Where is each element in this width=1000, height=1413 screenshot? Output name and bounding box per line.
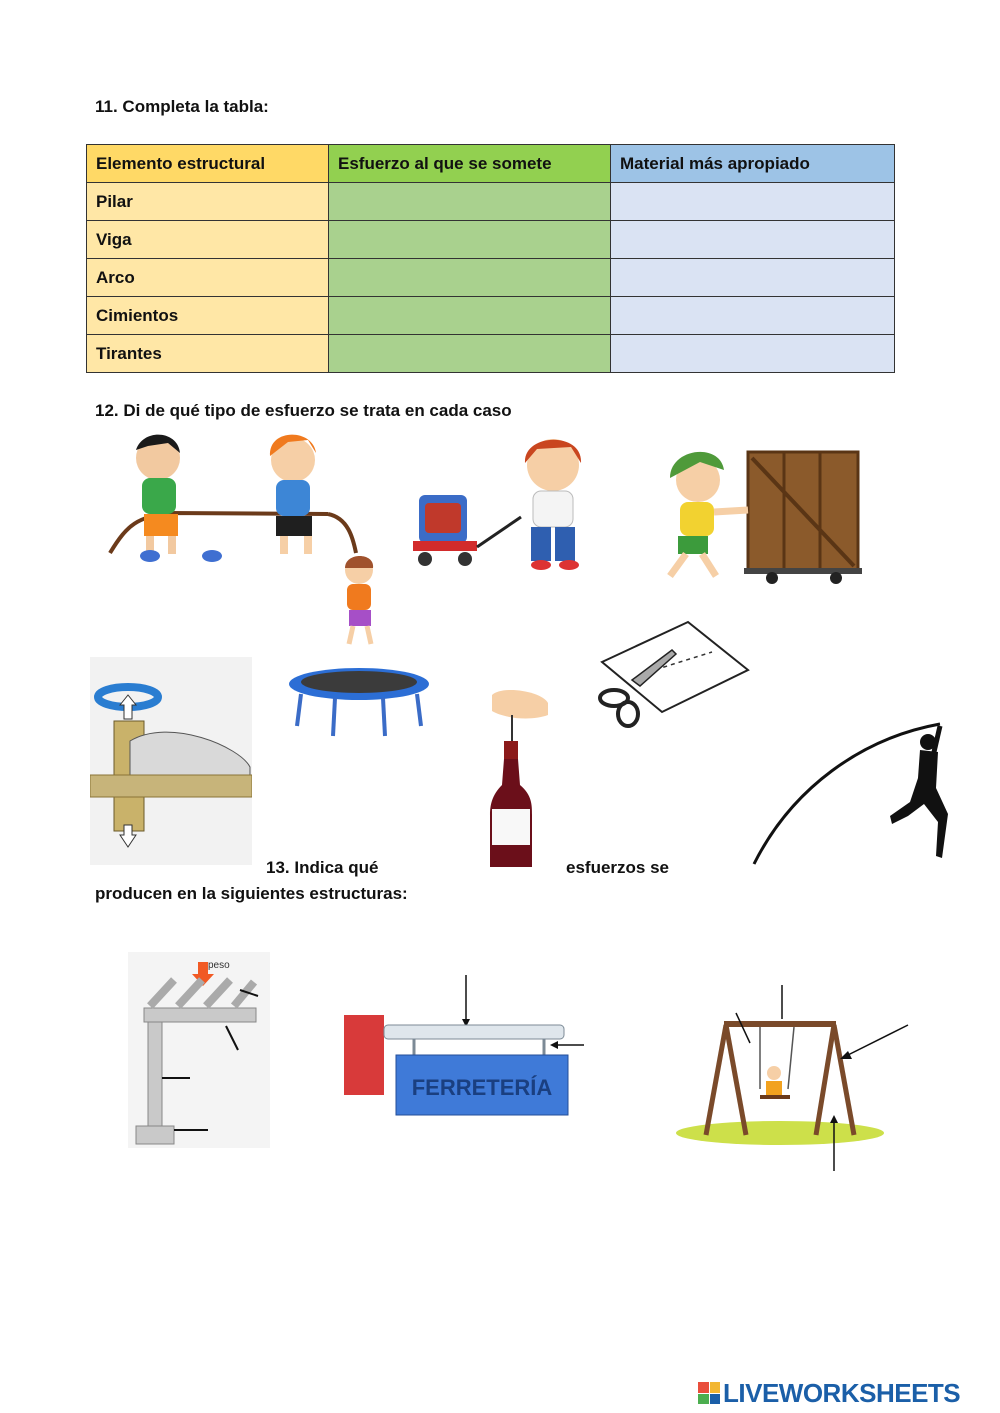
row-label: Viga <box>87 221 329 259</box>
row-label: Cimientos <box>87 297 329 335</box>
material-answer-cell[interactable] <box>611 297 895 335</box>
pulling-wagon-illustration <box>413 435 591 575</box>
table-row <box>87 183 895 221</box>
peso-label: peso <box>208 960 230 971</box>
structures-table <box>86 144 895 373</box>
question-13-part2: esfuerzos se <box>566 858 669 877</box>
question-12-title: 12. Di de qué tipo de esfuerzo se trata en cada caso <box>95 401 512 420</box>
corkscrew-bottle-illustration <box>482 685 552 875</box>
esfuerzo-answer-cell[interactable] <box>329 297 611 335</box>
header-esfuerzo: Esfuerzo al que se somete <box>329 145 611 183</box>
table-row <box>87 259 895 297</box>
liveworksheets-brand: LIVEWORKSHEETS <box>723 1377 961 1408</box>
esfuerzo-answer-cell[interactable] <box>329 183 611 221</box>
trampoline-illustration <box>287 666 432 738</box>
material-answer-cell[interactable] <box>611 259 895 297</box>
material-answer-cell[interactable] <box>611 183 895 221</box>
row-label: Tirantes <box>87 335 329 373</box>
table-header-row <box>87 145 895 183</box>
material-answer-cell[interactable] <box>611 335 895 373</box>
question-11-title: 11. Completa la tabla: <box>95 97 269 116</box>
question-13-part1: 13. Indica qué <box>266 858 379 877</box>
esfuerzo-answer-cell[interactable] <box>329 259 611 297</box>
table-row <box>87 335 895 373</box>
swing-set-illustration <box>676 985 910 1173</box>
header-elemento: Elemento estructural <box>87 145 329 183</box>
material-answer-cell[interactable] <box>611 221 895 259</box>
liveworksheets-logo <box>698 1378 960 1408</box>
table-row <box>87 297 895 335</box>
pole-vaulter-illustration <box>752 718 957 866</box>
hanging-sign-illustration <box>344 975 586 1125</box>
tug-of-war-illustration <box>108 428 358 568</box>
wrench-torsion-illustration <box>90 657 252 865</box>
esfuerzo-answer-cell[interactable] <box>329 335 611 373</box>
pergola-structure-illustration <box>128 952 270 1148</box>
row-label: Pilar <box>87 183 329 221</box>
scissors-cutting-paper-illustration <box>592 620 752 730</box>
question-13-line2: producen en la siguientes estructuras: <box>95 884 408 903</box>
liveworksheets-logo-icon <box>698 1382 720 1404</box>
ferreteria-sign-text: FERRETERÍA <box>411 1075 553 1100</box>
row-label: Arco <box>87 259 329 297</box>
header-material: Material más apropiado <box>611 145 895 183</box>
table-row <box>87 221 895 259</box>
jumping-boy-illustration <box>335 552 390 647</box>
pushing-crate-illustration <box>660 440 865 585</box>
esfuerzo-answer-cell[interactable] <box>329 221 611 259</box>
